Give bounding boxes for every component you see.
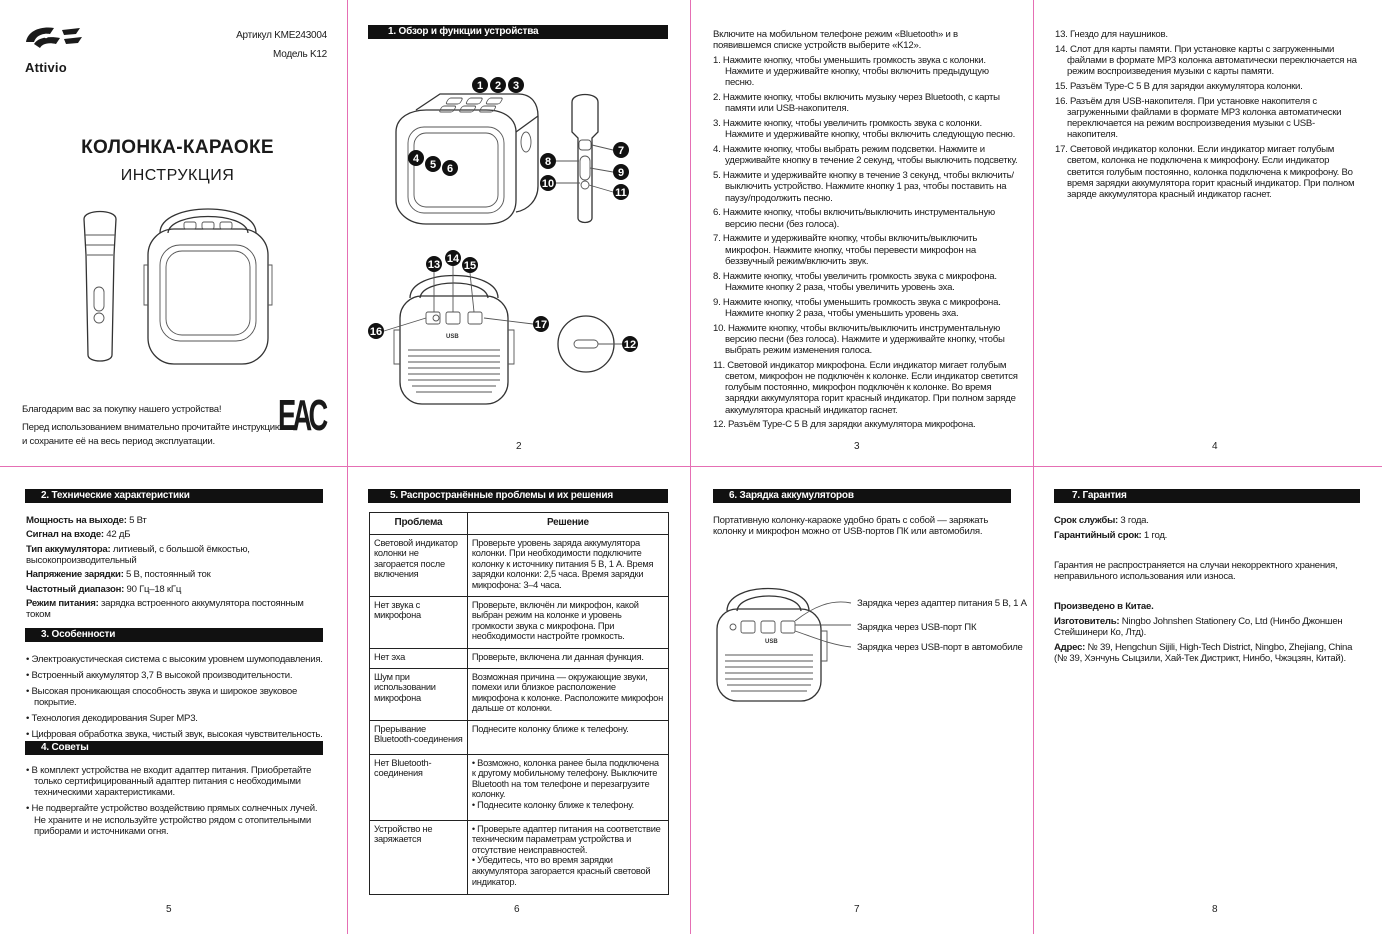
function-list	[713, 55, 1018, 434]
instruction-note-line1: Перед использованием внимательно прочитайте инструкцию	[22, 422, 282, 433]
instruction-note-line2: и сохраните её на весь период эксплуатации.	[22, 436, 215, 447]
badge-13	[426, 256, 442, 272]
device-diagram	[366, 72, 686, 412]
badge-16	[368, 323, 384, 339]
svg-text:12: 12	[623, 339, 637, 351]
badge-12	[622, 336, 638, 352]
table-row: Прерывание Bluetooth-соединения Поднесите колонку ближе к телефону.	[370, 720, 669, 754]
table-row: Нет звука с микрофона Проверьте, включён ли микрофон, какой выбран режим на колонке и уровень громкости звука с микрофона. При необходимости настройте громкость.	[370, 596, 669, 648]
page-title: КОЛОНКА-КАРАОКЕ	[81, 137, 274, 158]
list-item: • Высокая проникающая способность звука и широкое звуковое покрытие.	[26, 686, 298, 709]
warranty-exclusion: Гарантия не распространяется на случаи некорректного хранения, неправильного использования или износа.	[1054, 560, 1338, 583]
list-item: 17. Световой индикатор колонки. Если индикатор мигает голубым светом, колонка не подключена к микрофону. Если индикатор светится голубым постоянно, колонка подключена к микрофону. Во время зарядки аккумулятора горит красный индикатор. При полном заряде аккумулятора красный индикатор гаснет.	[1055, 144, 1355, 201]
badge-2	[490, 77, 506, 93]
spec-row: Сигнал на входе: 42 дБ	[26, 529, 131, 541]
ports-page	[1034, 0, 1382, 466]
badge-6	[442, 160, 458, 176]
warranty-page	[1034, 467, 1382, 934]
warranty-period: Гарантийный срок: 1 год.	[1054, 530, 1168, 541]
badge-5	[425, 156, 441, 172]
svg-text:6: 6	[446, 163, 454, 175]
badge-17	[533, 316, 549, 332]
list-item: 13. Гнездо для наушников.	[1055, 29, 1168, 40]
svg-text:3: 3	[512, 80, 520, 92]
page-number: 6	[514, 904, 520, 915]
specs-block	[26, 515, 326, 624]
specs-heading: 2. Технические характеристики	[25, 489, 323, 503]
manufacturer: Изготовитель: Ningbo Johnshen Stationery Co, Ltd (Нинбо Джоншен Стейшинери Ко, Лтд).	[1054, 616, 1343, 639]
thanks-text: Благодарим вас за покупку нашего устройства!	[22, 404, 222, 415]
charging-text: Портативную колонку-караоке удобно брать с собой — заряжать колонку и микрофон можно от USB-портов ПК или автомобиля.	[713, 515, 989, 538]
manufacturer-address: Адрес: № 39, Hengchun Sijili, High-Tech District, Ningbo, Zhejiang, China (№ 39, Хэнчунь Сыцзили, Хай-Тек Дистрикт, Нинбо, Чжэцзян, Китай).	[1054, 642, 1353, 665]
table-row: Нет эха Проверьте, включена ли данная функция.	[370, 648, 669, 668]
badge-11	[613, 184, 629, 200]
svg-text:11: 11	[615, 187, 627, 199]
svg-text:14: 14	[446, 253, 460, 265]
svg-text:4: 4	[412, 153, 420, 165]
svg-text:8: 8	[544, 156, 552, 168]
badge-1	[472, 77, 488, 93]
svg-text:17: 17	[534, 319, 548, 331]
section-heading: 1. Обзор и функции устройства	[368, 25, 668, 39]
list-item: 1. Нажмите кнопку, чтобы уменьшить громкость звука с колонки. Нажмите и удерживайте кнопку, чтобы включить предыдущую песню.	[713, 55, 989, 89]
table-row: Устройство не заряжается • Проверьте адаптер питания на соответствие техническим параметрам устройства и отсутствие неисправностей. • Убедитесь, что во время зарядки аккумулятора загорается красный световой индикатор.	[370, 820, 669, 894]
badge-3	[508, 77, 524, 93]
page-number: 7	[854, 904, 860, 915]
list-item: • Технология декодирования Super MP3.	[26, 713, 198, 725]
table-row: Шум при использовании микрофона Возможная причина — окружающие звуки, помехи или близкое расположение микрофона к колонке. Расположите микрофон дальше от колонки.	[370, 668, 669, 720]
charging-page	[691, 467, 1033, 934]
warranty-heading: 7. Гарантия	[1054, 489, 1360, 503]
svg-text:5: 5	[429, 159, 437, 171]
spec-row: Мощность на выходе: 5 Вт	[26, 515, 147, 526]
list-item: 9. Нажмите кнопку, чтобы уменьшить громкость звука с микрофона. Нажмите кнопку 2 раза, чтобы уменьшить уровень эха.	[713, 296, 1001, 319]
svg-text:9: 9	[617, 167, 625, 179]
ports-list	[1055, 29, 1361, 204]
list-item: 6. Нажмите кнопку, чтобы включить/выключить инструментальную версию песни (без голоса).	[713, 207, 995, 230]
troubleshooting-page	[348, 467, 690, 934]
features-heading: 3. Особенности	[25, 628, 323, 642]
badge-7	[613, 142, 629, 158]
model-number: Модель K12	[273, 49, 327, 60]
page-number: 3	[854, 441, 860, 452]
charging-option-car: Зарядка через USB-порт в автомобиле	[857, 642, 1023, 653]
list-item: • Встроенный аккумулятор 3,7 В высокой производительности.	[26, 670, 293, 681]
list-item: • Цифровая обработка звука, чистый звук, высокая чувствительность.	[26, 729, 323, 741]
made-in: Произведено в Китае.	[1054, 601, 1154, 612]
list-item: • Электроакустическая система с высоким уровнем шумоподавления.	[26, 654, 323, 665]
cover-page	[0, 0, 347, 466]
list-item: 12. Разъём Type-C 5 В для зарядки аккумулятора микрофона.	[713, 419, 976, 431]
charging-heading: 6. Зарядка аккумуляторов	[713, 489, 1011, 503]
usb-label: USB	[765, 639, 778, 645]
svg-text:15: 15	[463, 260, 477, 272]
column-header-problem: Проблема	[370, 513, 468, 535]
page-number: 2	[516, 441, 522, 452]
eac-mark: EAC	[278, 391, 325, 440]
spec-row: Тип аккумулятора: литиевый, с большой ёмкостью, высокопроизводительный	[26, 543, 250, 566]
spec-row: Режим питания: зарядка встроенного аккумулятора постоянным током	[26, 598, 304, 621]
tips-list	[26, 765, 326, 842]
badge-14	[445, 250, 461, 266]
table-row: Световой индикатор колонки не загорается после включения Проверьте уровень заряда аккумулятора колонки. При необходимости подключите колонку к источнику питания 5 В, 1 А. Время зарядки колонки: 2,5 часа. Время зарядки микрофона: 3–4 часа.	[370, 534, 669, 596]
article-number: Артикул KME243004	[236, 30, 327, 41]
page-number: 8	[1212, 904, 1218, 915]
service-life: Срок службы: 3 года.	[1054, 515, 1149, 526]
list-item: 10. Нажмите кнопку, чтобы включить/выключить инструментальную версию песни (без голоса). Нажмите и удерживайте кнопку, чтобы выбрать режим изменения голоса.	[713, 322, 1005, 357]
features-list	[26, 654, 326, 745]
table-row: Нет Bluetooth-соединения • Возможно, колонка ранее была подключена к другому мобильному телефону. Выключите Bluetooth на том телефоне и перезагрузите колонку. • Поднесите колонку ближе к телефону.	[370, 754, 669, 820]
svg-text:16: 16	[369, 326, 383, 338]
badge-10	[540, 175, 556, 191]
list-item: 4. Нажмите кнопку, чтобы выбрать режим подсветки. Нажмите и удерживайте кнопку в течение 2 секунд, чтобы выключить подсветку.	[713, 144, 1018, 167]
svg-text:7: 7	[617, 145, 625, 157]
list-item: • В комплект устройства не входит адаптер питания. Приобретайте только сертифицированный адаптер питания с необходимыми техническими характеристиками.	[26, 765, 312, 799]
charging-option-adapter: Зарядка через адаптер питания 5 В, 1 А	[857, 598, 1027, 609]
list-item: 5. Нажмите и удерживайте кнопку в течение 3 секунд, чтобы включить/выключить устройство. Нажмите кнопку 1 раз, чтобы поставить на паузу/продолжить песню.	[713, 170, 1014, 204]
bluetooth-intro: Включите на мобильном телефоне режим «Bluetooth» и в появившемся списке устройств выберите «K12».	[713, 29, 958, 52]
badge-9	[613, 164, 629, 180]
specs-page	[0, 467, 347, 934]
product-illustration	[78, 205, 278, 370]
speaker-grille	[408, 350, 500, 392]
list-item: 7. Нажмите и удерживайте кнопку, чтобы включить/выключить микрофон. Нажмите кнопку, чтобы перевести микрофон на беззвучный режим/включить звук.	[713, 233, 978, 267]
svg-text:2: 2	[494, 80, 502, 92]
table-header-row	[370, 513, 669, 535]
svg-text:10: 10	[541, 178, 555, 190]
list-item: 15. Разъём Type-C 5 В для зарядки аккумулятора колонки.	[1055, 81, 1303, 92]
list-item: 11. Световой индикатор микрофона. Если индикатор мигает голубым светом, микрофон не подключён к колонке. Если индикатор светится голубым постоянно, микрофон подключён к колонке. Во время зарядки аккумулятора горит красный индикатор. При полном заряде аккумулятора красный индикатор гаснет.	[713, 359, 1018, 416]
functions-page	[691, 0, 1033, 466]
overview-page	[348, 0, 690, 466]
list-item: 8. Нажмите кнопку, чтобы увеличить громкость звука с микрофона. Нажмите кнопку 2 раза, чтобы увеличить уровень эха.	[713, 270, 997, 293]
badge-8	[540, 153, 556, 169]
list-item: 14. Слот для карты памяти. При установке карты с загруженными файлами в формате MP3 колонка автоматически переключается на режим воспроизведения музыки с карты памяти.	[1055, 43, 1357, 78]
page-subtitle: ИНСТРУКЦИЯ	[120, 167, 235, 184]
charging-option-pc: Зарядка через USB-порт ПК	[857, 622, 977, 633]
spec-row: Напряжение зарядки: 5 В, постоянный ток	[26, 569, 211, 581]
attivio-logo-icon	[20, 24, 84, 58]
list-item: 3. Нажмите кнопку, чтобы увеличить громкость звука с колонки. Нажмите и удерживайте кнопку, чтобы включить следующую песню.	[713, 118, 1016, 141]
column-header-solution: Решение	[467, 513, 668, 535]
badge-15	[462, 257, 478, 273]
page-number: 5	[166, 904, 172, 915]
tips-heading: 4. Советы	[25, 741, 323, 755]
problems-table	[369, 512, 669, 895]
list-item: 2. Нажмите кнопку, чтобы включить музыку через Bluetooth, с карты памяти или USB-накопителя.	[713, 92, 1000, 115]
charging-diagram	[713, 575, 863, 705]
list-item: 16. Разъём для USB-накопителя. При установке накопителя с загруженными файлами в формате MP3 колонка автоматически переключается на режим воспроизведения музыки с USB-накопителя.	[1055, 95, 1342, 141]
list-item: • Не подвергайте устройство воздействию прямых солнечных лучей. Не храните и не используйте устройство рядом с отопительными приборами и источниками огня.	[26, 803, 318, 837]
page-number: 4	[1212, 441, 1218, 452]
troubleshooting-heading: 5. Распространённые проблемы и их решения	[368, 489, 668, 503]
brand-name: Attivio	[25, 60, 67, 75]
usb-label: USB	[446, 334, 459, 340]
svg-text:13: 13	[427, 259, 441, 271]
spec-row: Частотный диапазон: 90 Гц–18 кГц	[26, 583, 182, 595]
svg-text:1: 1	[476, 80, 484, 92]
badge-4	[408, 150, 424, 166]
